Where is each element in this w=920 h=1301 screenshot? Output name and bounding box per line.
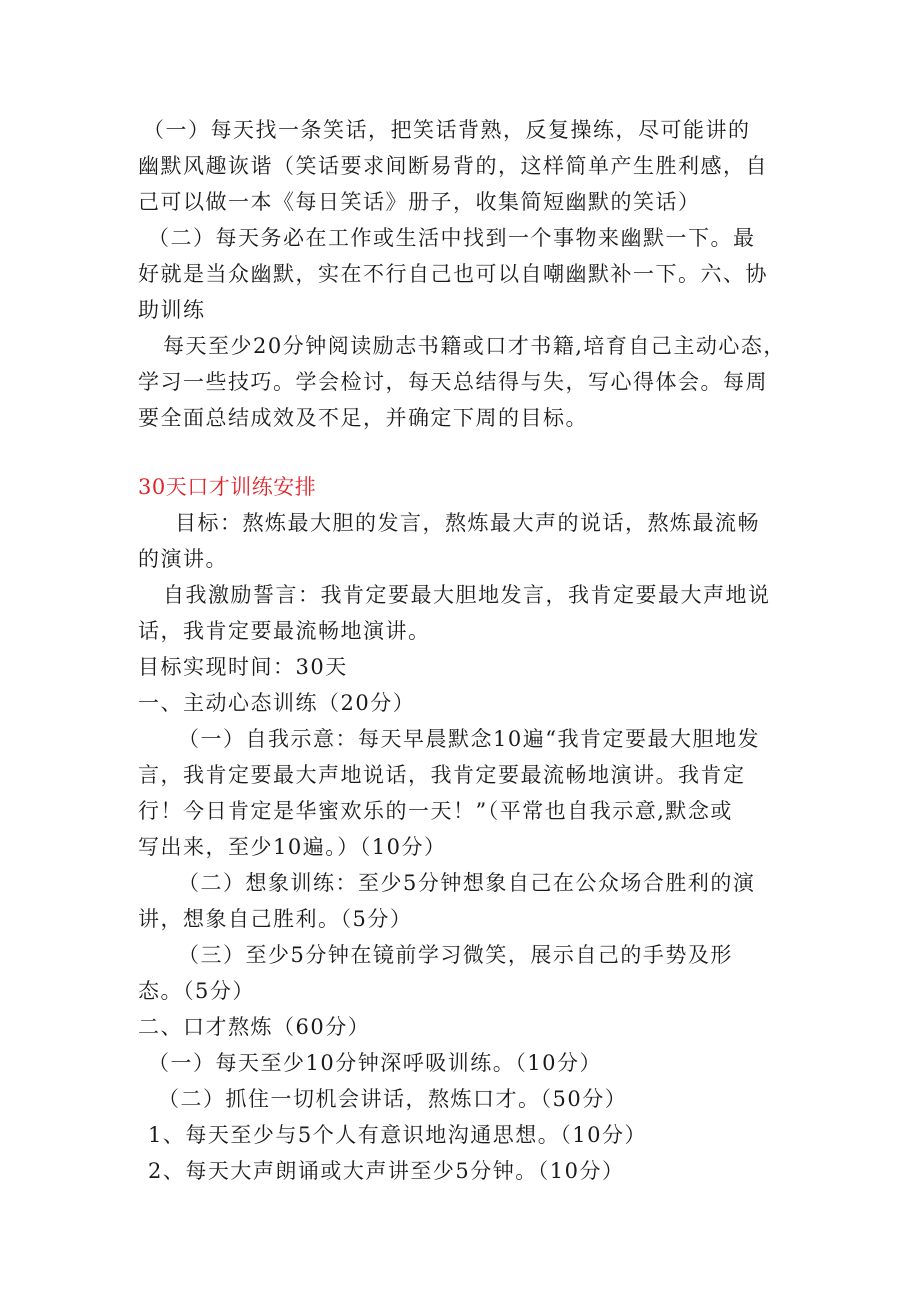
text-line: 行！今日肯定是华蜜欢乐的一天！”（平常也自我示意,默念或 (138, 799, 733, 823)
text-line: 助训练 (138, 298, 206, 322)
text-line: （二）想象训练：至少5分钟想象自己在公众场合胜利的演 (178, 871, 756, 895)
text-line: 每天至少20分钟阅读励志书籍或口才书籍,培育自己主动心态， (163, 334, 786, 358)
text-line: 话，我肯定要最流畅地演讲。 (138, 619, 431, 643)
section-heading: 30天口才训练安排 (138, 475, 317, 499)
text-line: 己可以做一本《每日笑话》册子，收集简短幽默的笑话） (138, 190, 701, 214)
text-line: （三）至少5分钟在镜前学习微笑，展示自己的手势及形 (178, 943, 733, 967)
text-line: 幽默风趣诙谐（笑话要求间断易背的，这样简单产生胜利感，自 (138, 154, 768, 178)
text-line: 写出来，至少10遍。）（10分） (138, 835, 447, 859)
text-line: 自我激励誓言：我肯定要最大胆地发言，我肯定要最大声地说 (163, 583, 771, 607)
text-line: 态。（5分） (138, 979, 255, 1003)
text-line: （一）每天至少10分钟深呼吸训练。（10分） (148, 1051, 602, 1075)
text-line: 要全面总结成效及不足，并确定下周的目标。 (138, 406, 588, 430)
text-line: 一、主动心态训练（20分） (138, 691, 416, 715)
text-line: 二、口才熬炼（60分） (138, 1015, 371, 1039)
text-line: 目标实现时间：30天 (138, 655, 348, 679)
text-line: 言，我肯定要最大声地说话，我肯定要最流畅地演讲。我肯定 (138, 763, 746, 787)
text-line: （一）每天找一条笑话，把笑话背熟，反复操练，尽可能讲的 (143, 118, 751, 142)
text-line: 讲，想象自己胜利。（5分） (138, 907, 413, 931)
text-line: （一）自我示意：每天早晨默念10遍“我肯定要最大胆地发 (178, 727, 760, 751)
text-line: 2、每天大声朗诵或大声讲至少5分钟。（10分） (148, 1159, 625, 1183)
text-line: （二）抓住一切机会讲话，熬炼口才。（50分） (158, 1087, 628, 1111)
text-line: 1、每天至少与5个人有意识地沟通思想。（10分） (148, 1123, 647, 1147)
text-line: 学习一些技巧。学会检讨，每天总结得与失，写心得体会。每周 (138, 370, 768, 394)
text-line: （二）每天务必在工作或生活中找到一个事物来幽默一下。最 (148, 226, 756, 250)
text-line: 好就是当众幽默，实在不行自己也可以自嘲幽默补一下。六、协 (138, 262, 768, 286)
text-line: 的演讲。 (138, 547, 228, 571)
text-line: 目标：熬炼最大胆的发言，熬炼最大声的说话，熬炼最流畅 (175, 511, 760, 535)
